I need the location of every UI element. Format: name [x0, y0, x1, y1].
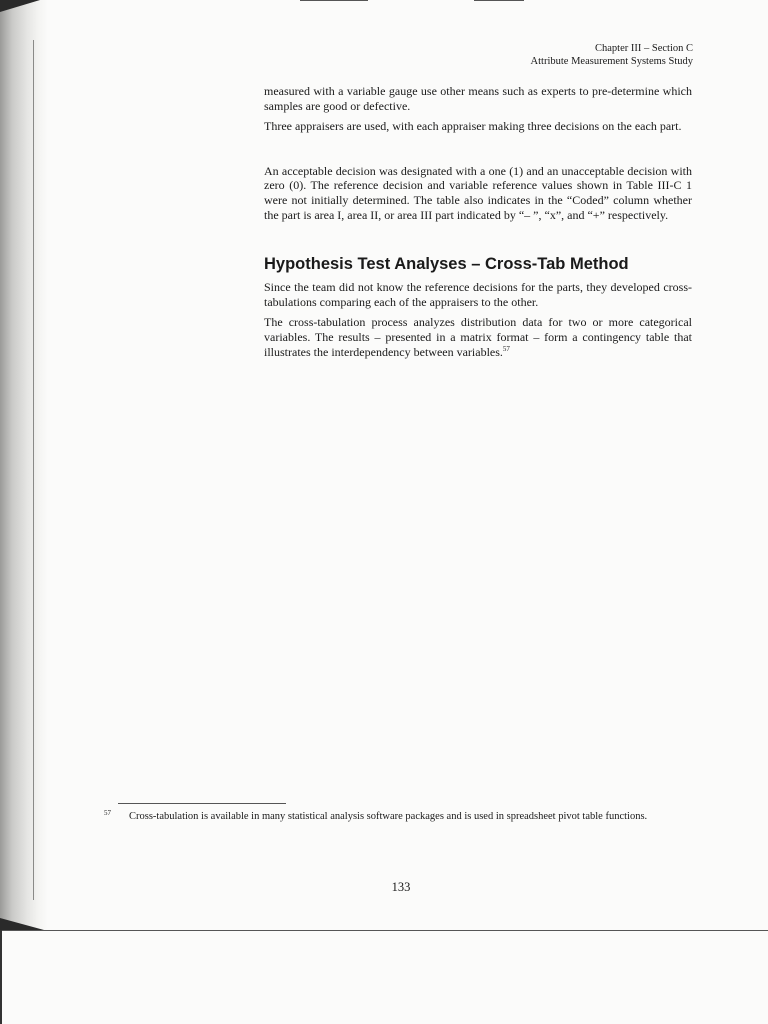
page-bottom-edge	[0, 930, 768, 931]
page-number: 133	[391, 880, 411, 894]
paragraph-4: Since the team did not know the reference decisions for the parts, they developed cross-tabulations comparing each of the appraisers to the other.	[264, 280, 692, 309]
paragraph-2: Three appraisers are used, with each appraiser making three decisions on the each part.	[264, 119, 682, 134]
footnote-text: Cross-tabulation is available in many statistical analysis software packages and is used in spreadsheet pivot table functions.	[129, 811, 648, 822]
spacer	[264, 228, 692, 254]
footnote-reference[interactable]: 57	[502, 344, 510, 353]
section-heading: Hypothesis Test Analyses – Cross-Tab Method	[264, 255, 629, 274]
footnote-separator	[118, 803, 286, 804]
page-left-edge	[0, 930, 2, 1024]
header-chapter: Chapter III – Section C	[595, 43, 693, 54]
header-title: Attribute Measurement Systems Study	[530, 56, 693, 67]
running-header	[531, 42, 693, 68]
top-edge-mark-left	[300, 0, 368, 1]
top-edge-mark-right	[474, 0, 524, 1]
paragraph-5	[264, 315, 692, 359]
page-corner-top	[0, 0, 40, 12]
paragraph-3: An acceptable decision was designated with a one (1) and an unacceptable decision with zero (0). The reference decision and variable reference values shown in Table III-C 1 were not initially determined. The table also indicates in the “Coded” column whether the part is area I, area II, or area III part indicated by “– ”, “x”, and “+” respectively.	[264, 163, 692, 222]
paragraph-1: measured with a variable gauge use other means such as experts to pre-determine which samples are good or defective.	[264, 84, 692, 113]
main-content	[264, 84, 692, 365]
spacer	[264, 140, 692, 164]
footnote	[104, 810, 692, 824]
binding-line	[33, 40, 34, 900]
footnote-number: 57	[104, 809, 111, 817]
paragraph-5-text: The cross-tabulation process analyzes distribution data for two or more categorical variables. The results – presented in a matrix format – form a contingency table that illustrates the interdependency between variables.	[264, 315, 692, 359]
page-corner-bottom	[0, 918, 44, 930]
binding-shadow	[0, 0, 48, 930]
